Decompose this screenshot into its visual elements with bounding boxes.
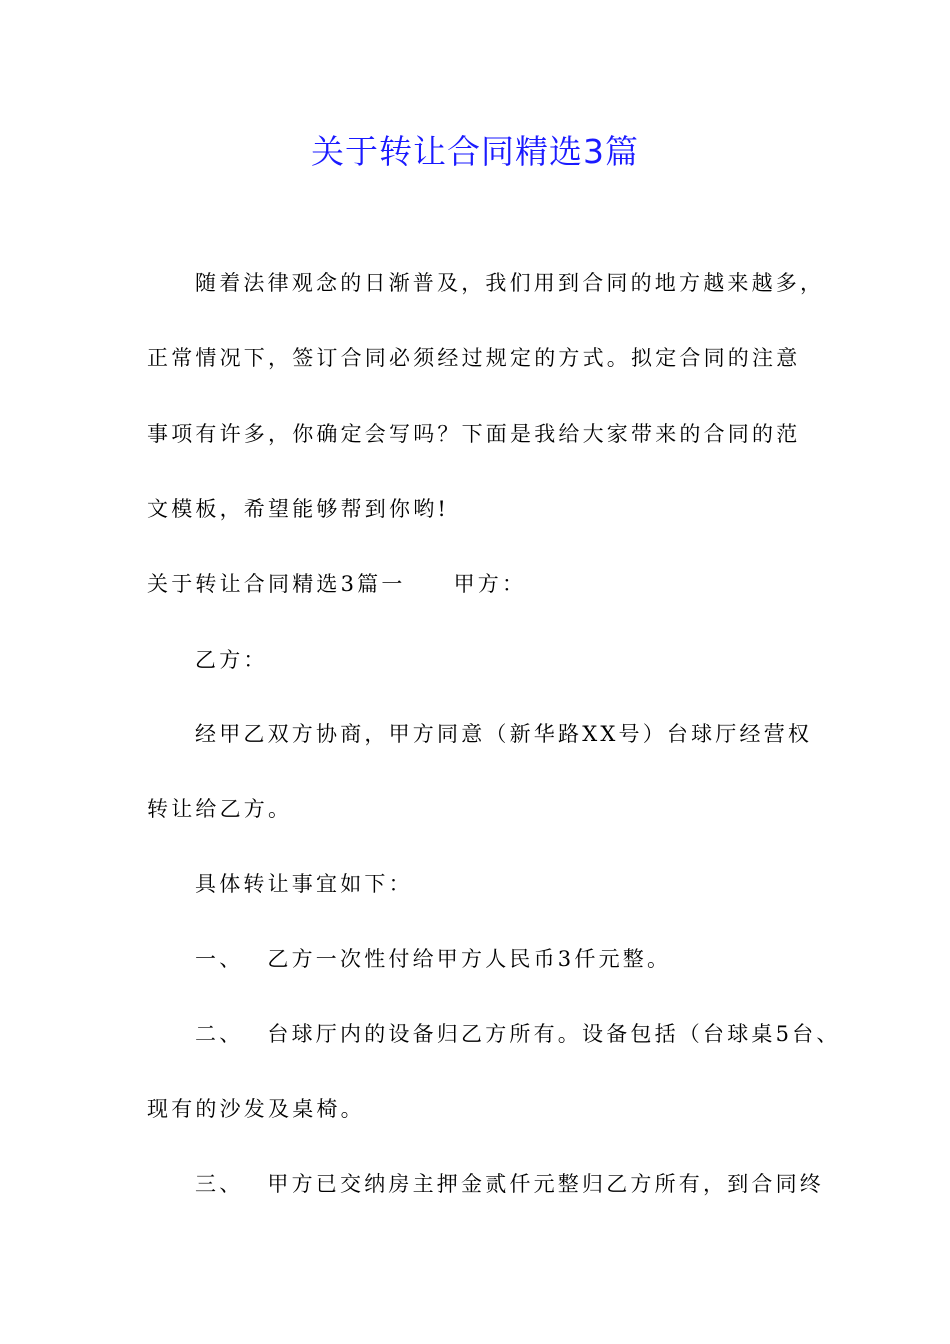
item-3 xyxy=(195,1169,824,1199)
section-heading-line xyxy=(147,569,526,599)
para1-line-1: 经甲乙双方协商，甲方同意（新华路XX号）台球厅经营权 xyxy=(195,722,813,746)
item-1-text: 乙方一次性付给甲方人民币3仟元整。 xyxy=(267,947,672,971)
item-3-text: 甲方已交纳房主押金贰仟元整归乙方所有，到合同终 xyxy=(267,1172,825,1196)
item-3-number: 三、 xyxy=(195,1172,244,1196)
section-heading: 关于转让合同精选3篇一 xyxy=(147,572,406,596)
intro-line-3: 事项有许多，你确定会写吗？下面是我给大家带来的合同的范 xyxy=(147,422,801,446)
item-2-number: 二、 xyxy=(195,1022,244,1046)
para2-line: 具体转让事宜如下： xyxy=(195,872,413,896)
item-2-text: 台球厅内的设备归乙方所有。设备包括（台球桌5台、 xyxy=(267,1022,841,1046)
item-2 xyxy=(195,1019,841,1049)
para1-line-2: 转让给乙方。 xyxy=(147,797,293,821)
item-1-number: 一、 xyxy=(195,947,244,971)
intro-line-2: 正常情况下，签订合同必须经过规定的方式。拟定合同的注意 xyxy=(147,346,801,370)
intro-line-4: 文模板，希望能够帮到你哟! xyxy=(147,497,450,521)
party-b-label: 乙方： xyxy=(195,648,268,672)
document-title: 关于转让合同精选3篇 xyxy=(311,132,639,171)
item-2-continuation: 现有的沙发及桌椅。 xyxy=(147,1097,365,1121)
intro-line-1: 随着法律观念的日渐普及，我们用到合同的地方越来越多， xyxy=(195,271,825,295)
item-1 xyxy=(195,944,671,974)
party-a-label: 甲方： xyxy=(453,572,527,596)
